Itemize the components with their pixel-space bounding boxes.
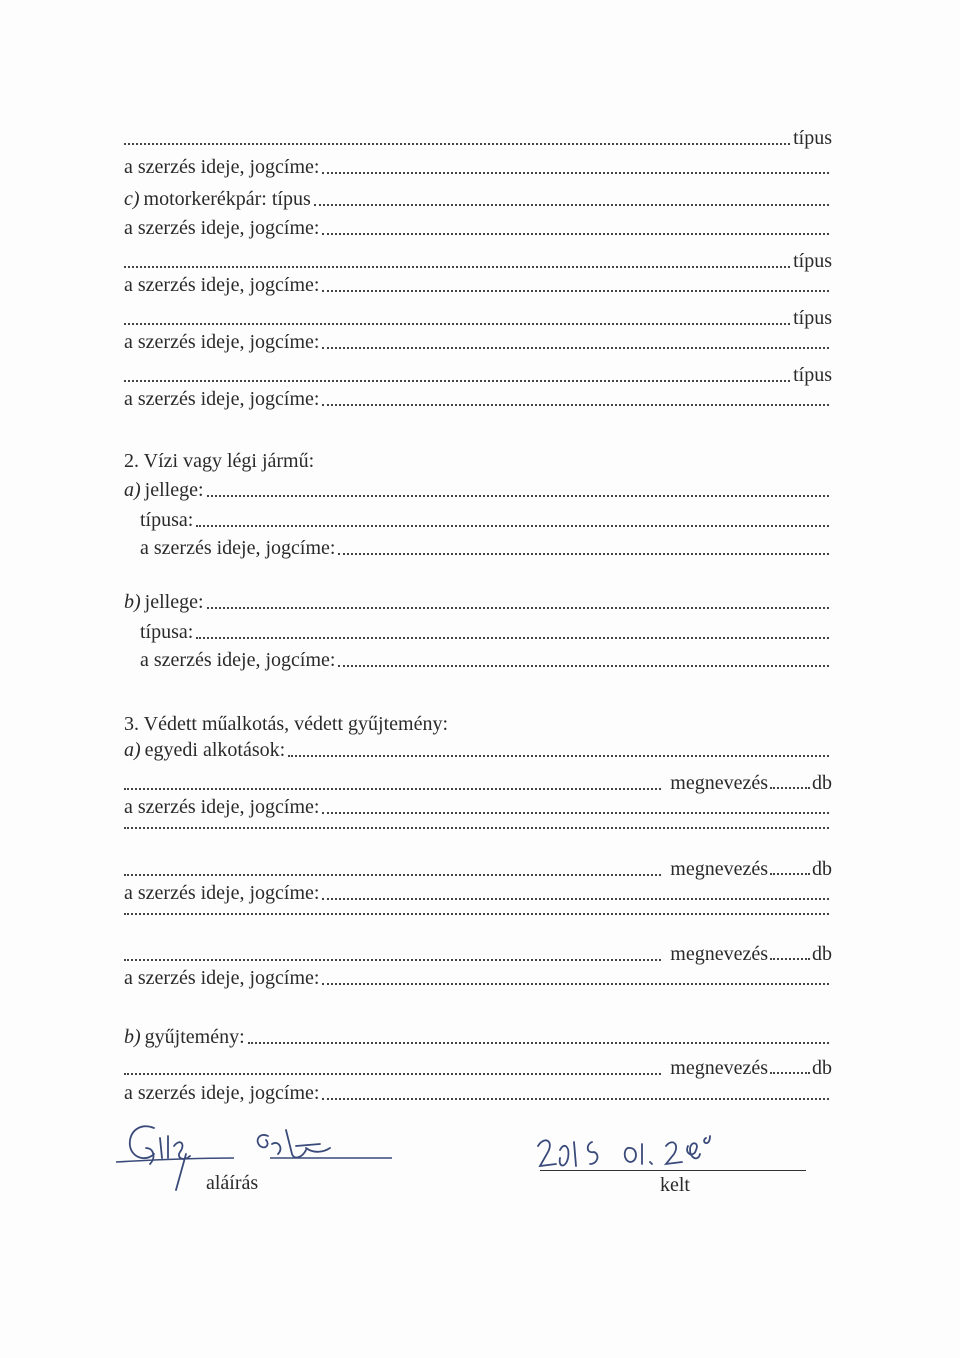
dotted-fill[interactable] — [196, 633, 829, 639]
tipus-row-2 — [124, 249, 832, 273]
vehicle-a-type-row — [140, 508, 832, 532]
dotted-fill[interactable] — [124, 139, 790, 145]
acquisition-row — [124, 155, 832, 179]
acquisition-label: a szerzés ideje, jogcíme: — [124, 217, 320, 239]
artwork-name-row — [124, 857, 832, 881]
item-marker: b) — [124, 1026, 141, 1048]
section-title: 3. Védett műalkotás, védett gyűjtemény: — [124, 713, 449, 735]
acquisition-label: a szerzés ideje, jogcíme: — [124, 967, 320, 989]
motorcycle-label: motorkerékpár: típus — [143, 188, 311, 210]
tipus-label: típus — [793, 250, 832, 272]
dotted-fill[interactable] — [124, 262, 790, 268]
acquisition-row — [124, 330, 832, 354]
quantity-fill[interactable] — [770, 1068, 810, 1074]
acquisition-row — [140, 536, 832, 560]
section-title: 2. Vízi vagy légi jármű: — [124, 450, 315, 472]
dotted-fill[interactable] — [322, 286, 829, 292]
vehicle-a-kind-row — [124, 478, 832, 502]
artwork-name-row — [124, 942, 832, 966]
date-line — [540, 1170, 806, 1171]
acquisition-label: a szerzés ideje, jogcíme: — [124, 388, 320, 410]
quantity-fill[interactable] — [770, 869, 810, 875]
name-label: megnevezés — [670, 772, 768, 794]
name-label: megnevezés — [670, 858, 768, 880]
pieces-label: db — [812, 1057, 832, 1079]
tipus-label: típus — [793, 307, 832, 329]
item-marker: b) — [124, 591, 141, 613]
acquisition-label: a szerzés ideje, jogcíme: — [140, 537, 336, 559]
acquisition-row — [124, 273, 832, 297]
pieces-label: db — [812, 858, 832, 880]
dotted-fill[interactable] — [314, 200, 829, 206]
dotted-fill[interactable] — [338, 661, 829, 667]
tipus-row-4 — [124, 363, 832, 387]
kind-label: jellege: — [144, 479, 204, 501]
dotted-fill[interactable] — [338, 549, 829, 555]
type-label: típusa: — [140, 509, 194, 531]
name-label: megnevezés — [670, 943, 768, 965]
pieces-label: db — [812, 772, 832, 794]
blank-dotted-row — [124, 908, 832, 914]
acquisition-row — [124, 795, 832, 819]
vehicle-b-kind-row — [124, 590, 832, 614]
date-caption: kelt — [660, 1174, 690, 1196]
dotted-fill[interactable] — [288, 751, 829, 757]
tipus-row-1 — [124, 126, 832, 150]
dotted-fill[interactable] — [322, 168, 829, 174]
dotted-fill[interactable] — [322, 894, 829, 900]
dotted-fill[interactable] — [124, 909, 829, 915]
acquisition-label: a szerzés ideje, jogcíme: — [124, 274, 320, 296]
tipus-label: típus — [793, 127, 832, 149]
acquisition-label: a szerzés ideje, jogcíme: — [124, 1082, 320, 1104]
quantity-fill[interactable] — [770, 783, 810, 789]
dotted-fill[interactable] — [124, 1069, 661, 1075]
individual-works-row — [124, 738, 832, 762]
tipus-label: típus — [793, 364, 832, 386]
acquisition-label: a szerzés ideje, jogcíme: — [124, 882, 320, 904]
dotted-fill[interactable] — [124, 870, 661, 876]
quantity-fill[interactable] — [770, 954, 810, 960]
artwork-name-row — [124, 771, 832, 795]
collection-name-row — [124, 1056, 832, 1080]
acquisition-row — [124, 966, 832, 990]
motorcycle-row — [124, 187, 832, 211]
acquisition-label: a szerzés ideje, jogcíme: — [124, 156, 320, 178]
collection-row — [124, 1025, 832, 1049]
dotted-fill[interactable] — [322, 1094, 829, 1100]
acquisition-row — [124, 1081, 832, 1105]
dotted-fill[interactable] — [124, 823, 829, 829]
dotted-fill[interactable] — [207, 603, 829, 609]
dotted-fill[interactable] — [124, 319, 790, 325]
dotted-fill[interactable] — [124, 376, 790, 382]
dotted-fill[interactable] — [207, 491, 829, 497]
dotted-fill[interactable] — [322, 343, 829, 349]
collection-label: gyűjtemény: — [144, 1026, 245, 1048]
section-2-heading — [124, 449, 832, 473]
tipus-row-3 — [124, 306, 832, 330]
acquisition-row — [140, 648, 832, 672]
dotted-fill[interactable] — [196, 521, 829, 527]
dotted-fill[interactable] — [124, 784, 661, 790]
dotted-fill[interactable] — [248, 1038, 829, 1044]
dotted-fill[interactable] — [322, 229, 829, 235]
item-marker: a) — [124, 739, 141, 761]
acquisition-row — [124, 881, 832, 905]
acquisition-label: a szerzés ideje, jogcíme: — [124, 796, 320, 818]
individual-works-label: egyedi alkotások: — [144, 739, 286, 761]
kind-label: jellege: — [144, 591, 204, 613]
acquisition-row — [124, 216, 832, 240]
acquisition-label: a szerzés ideje, jogcíme: — [124, 331, 320, 353]
vehicle-b-type-row — [140, 620, 832, 644]
name-label: megnevezés — [670, 1057, 768, 1079]
item-marker: a) — [124, 479, 141, 501]
dotted-fill[interactable] — [322, 400, 829, 406]
signature-caption: aláírás — [206, 1172, 259, 1194]
dotted-fill[interactable] — [322, 808, 829, 814]
blank-dotted-row — [124, 822, 832, 828]
section-3-heading — [124, 712, 832, 736]
item-marker: c) — [124, 188, 140, 210]
type-label: típusa: — [140, 621, 194, 643]
dotted-fill[interactable] — [322, 979, 829, 985]
pieces-label: db — [812, 943, 832, 965]
dotted-fill[interactable] — [124, 955, 661, 961]
acquisition-row — [124, 387, 832, 411]
acquisition-label: a szerzés ideje, jogcíme: — [140, 649, 336, 671]
